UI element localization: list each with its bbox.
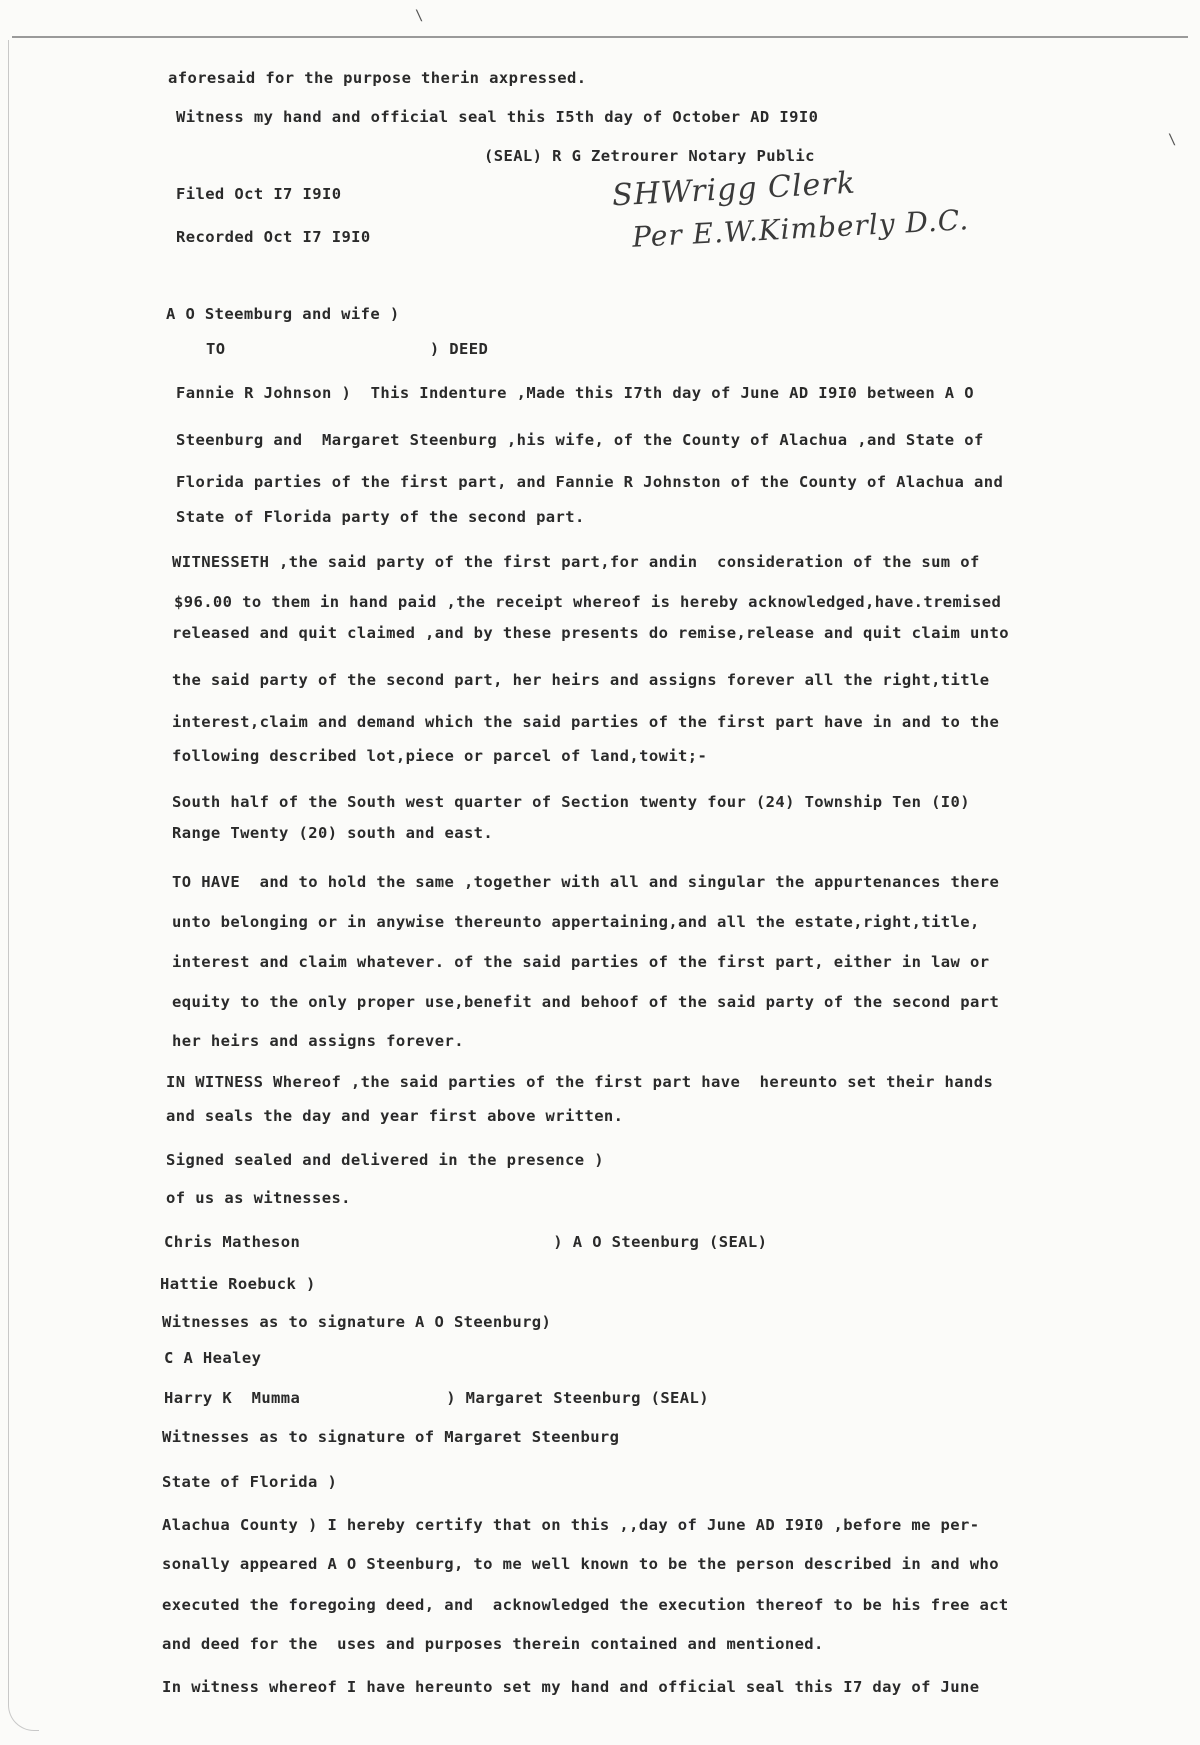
tick-mark: \: [1168, 132, 1177, 148]
text-line: interest and claim whatever. of the said parties of the first part, either in law or: [172, 953, 990, 971]
text-line: Steenburg and Margaret Steenburg ,his wife, of the County of Alachua ,and State of: [176, 431, 984, 449]
text-line: Witness my hand and official seal this I5th day of October AD I9I0: [176, 108, 819, 126]
text-line: unto belonging or in anywise thereunto appertaining,and all the estate,right,title,: [172, 913, 980, 931]
text-line: Witnesses as to signature of Margaret Steenburg: [162, 1428, 620, 1446]
text-line: A O Steemburg and wife ): [166, 305, 400, 323]
text-line: Signed sealed and delivered in the presence ): [166, 1151, 604, 1169]
text-line: of us as witnesses.: [166, 1189, 351, 1207]
filed-date: Filed Oct I7 I9I0: [176, 185, 342, 203]
text-line: South half of the South west quarter of Section twenty four (24) Township Ten (I0): [172, 793, 971, 811]
text-line: C A Healey: [164, 1349, 262, 1367]
text-line: her heirs and assigns forever.: [172, 1032, 464, 1050]
text-line: Chris Matheson ) A O Steenburg (SEAL): [164, 1233, 768, 1251]
deputy-signature: Per E.W.Kimberly D.C.: [631, 203, 970, 254]
text-line: released and quit claimed ,and by these presents do remise,release and quit claim unto: [172, 624, 1009, 642]
text-line: WITNESSETH ,the said party of the first part,for andin consideration of the sum of: [172, 553, 980, 571]
text-line: State of Florida ): [162, 1473, 338, 1491]
text-line: Range Twenty (20) south and east.: [172, 824, 494, 842]
text-line: $96.00 to them in hand paid ,the receipt whereof is hereby acknowledged,have.tremised: [174, 593, 1002, 611]
text-line: IN WITNESS Whereof ,the said parties of the first part have hereunto set their hands: [166, 1073, 994, 1091]
page-edge: [8, 40, 39, 1731]
text-line: interest,claim and demand which the said parties of the first part have in and to the: [172, 713, 1000, 731]
top-rule: [12, 36, 1188, 38]
tick-mark: \: [415, 8, 424, 24]
text-line: TO ) DEED: [206, 340, 489, 358]
text-line: the said party of the second part, her heirs and assigns forever all the right,title: [172, 671, 990, 689]
text-line: (SEAL) R G Zetrourer Notary Public: [484, 147, 815, 165]
text-line: aforesaid for the purpose therin axpressed.: [168, 69, 587, 87]
text-line: and deed for the uses and purposes therein contained and mentioned.: [162, 1635, 824, 1653]
recorded-date: Recorded Oct I7 I9I0: [176, 228, 371, 246]
text-line: following described lot,piece or parcel of land,towit;-: [172, 747, 708, 765]
text-line: Hattie Roebuck ): [160, 1275, 316, 1293]
text-line: TO HAVE and to hold the same ,together with all and singular the appurtenances there: [172, 873, 1000, 891]
text-line: Harry K Mumma ) Margaret Steenburg (SEAL): [164, 1389, 709, 1407]
clerk-signature: SHWrigg Clerk: [611, 165, 857, 214]
text-line: Fannie R Johnson ) This Indenture ,Made this I7th day of June AD I9I0 between A O: [176, 384, 975, 402]
text-line: equity to the only proper use,benefit and behoof of the said party of the second part: [172, 993, 1000, 1011]
text-line: and seals the day and year first above written.: [166, 1107, 624, 1125]
text-line: State of Florida party of the second part.: [176, 508, 585, 526]
text-line: Florida parties of the first part, and Fannie R Johnston of the County of Alachua and: [176, 473, 1004, 491]
text-line: Alachua County ) I hereby certify that on this ,,day of June AD I9I0 ,before me per-: [162, 1516, 980, 1534]
text-line: In witness whereof I have hereunto set my hand and official seal this I7 day of June: [162, 1678, 980, 1696]
text-line: Witnesses as to signature A O Steenburg): [162, 1313, 552, 1331]
text-line: sonally appeared A O Steenburg, to me well known to be the person described in and who: [162, 1555, 999, 1573]
text-line: executed the foregoing deed, and acknowledged the execution thereof to be his free act: [162, 1596, 1009, 1614]
